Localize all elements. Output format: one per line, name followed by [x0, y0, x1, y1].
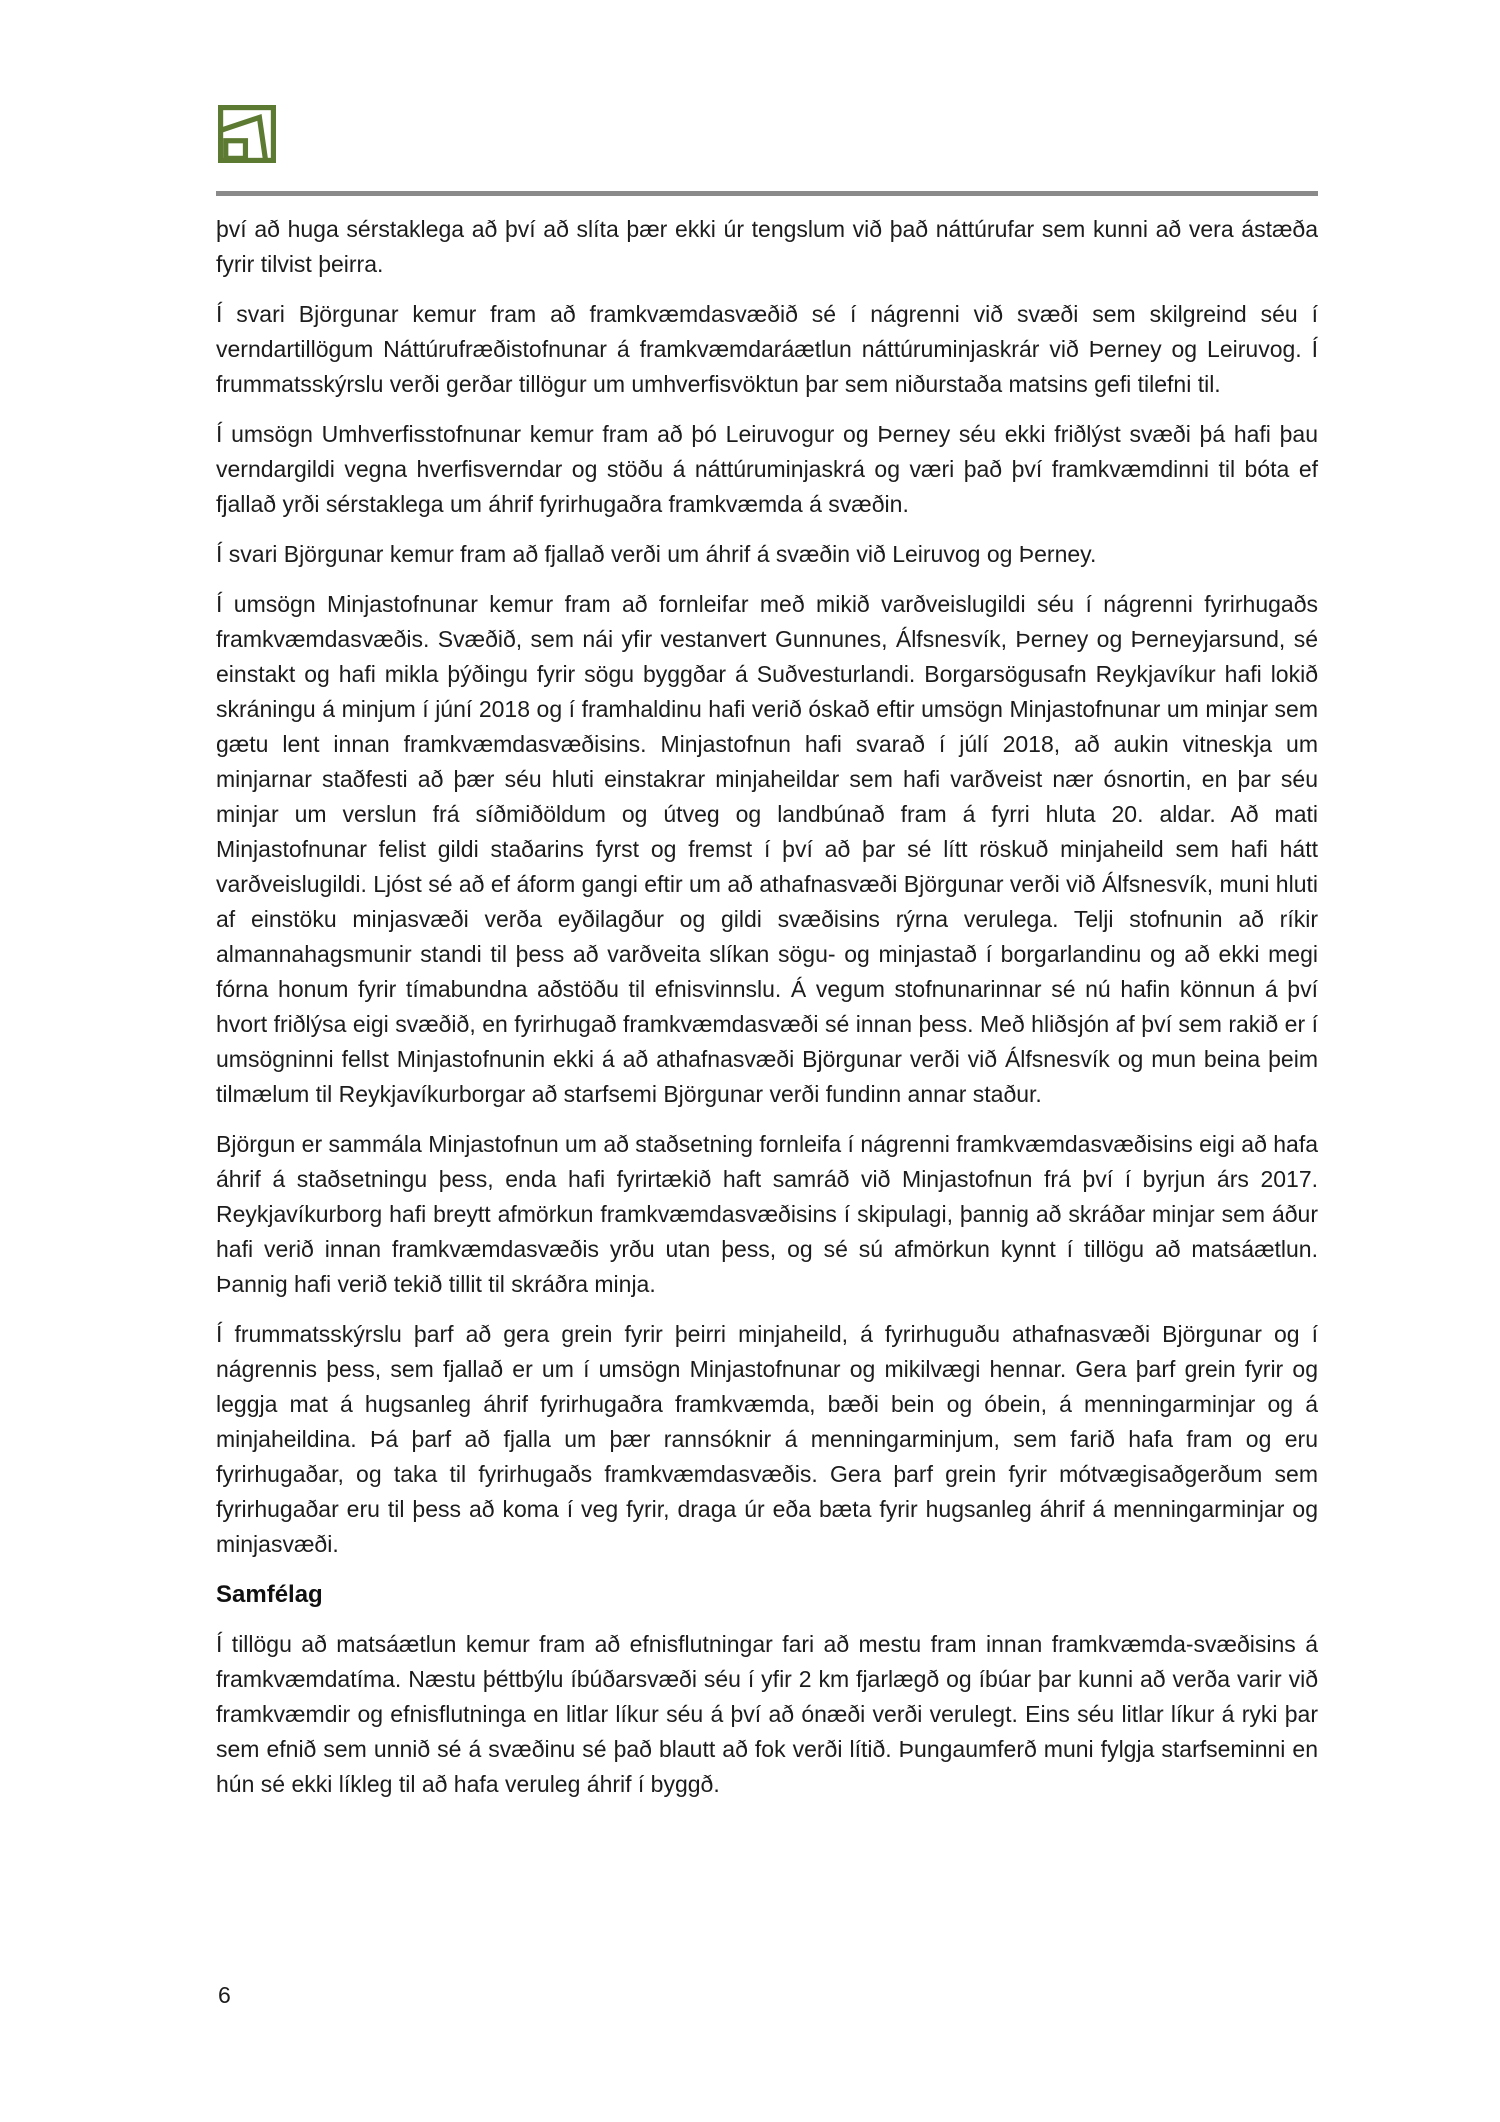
body-paragraph: Í frummatsskýrslu þarf að gera grein fyrir þeirri minjaheild, á fyrirhuguðu athafnasvæði Björgunar og í nágrennis þess, sem fjallað er um í umsögn Minjastofnunar og mikilvægi hennar. Gera þarf grein fyrir og leggja mat á hugsanleg áhrif fyrirhugaðra framkvæmda, bæði bein og óbein, á menningarminjar og á minjaheildina. Þá þarf að fjalla um þær rannsóknir á menningarminjum, sem farið hafa fram og eru fyrirhugaðar, og taka til fyrirhugaðs framkvæmdasvæðis. Gera þarf grein fyrir mótvægisaðgerðum sem fyrirhugaðar eru til þess að koma í veg fyrir, draga úr eða bæta fyrir hugsanleg áhrif á menningarminjar og minjasvæði.: [216, 1321, 1318, 1557]
body-paragraph: Í umsögn Umhverfisstofnunar kemur fram að þó Leiruvogur og Þerney séu ekki friðlýst svæði þá hafi þau verndargildi vegna hverfisverndar og stöðu á náttúruminjaskrá og væri það því framkvæmdinni til bóta ef fjallað yrði sérstaklega um áhrif fyrirhugaðra framkvæmda á svæðin.: [216, 421, 1318, 517]
page-number: 6: [218, 1982, 231, 2008]
body-paragraph: Björgun er sammála Minjastofnun um að staðsetning fornleifa í nágrenni framkvæmdasvæðisins eigi að hafa áhrif á staðsetningu þess, enda hafi fyrirtækið haft samráð við Minjastofnun frá því í byrjun árs 2017. Reykjavíkurborg hafi breytt afmörkun framkvæmdasvæðisins í skipulagi, þannig að skráðar minjar sem áður hafi verið innan framkvæmdasvæðis yrðu utan þess, og sé sú afmörkun kynnt í tillögu að matsáætlun. Þannig hafi verið tekið tillit til skráðra minja.: [216, 1131, 1319, 1297]
bjorgun-logo-icon: [218, 105, 276, 163]
body-paragraph: Í svari Björgunar kemur fram að fjallað verði um áhrif á svæðin við Leiruvog og Þerney.: [216, 541, 1097, 567]
body-paragraph: Í svari Björgunar kemur fram að framkvæmdasvæðið sé í nágrenni við svæði sem skilgreind séu í verndartillögum Náttúrufræðistofnunar á framkvæmdaráætlun náttúruminjaskrár við Þerney og Leiruvog. Í frummatsskýrslu verði gerðar tillögur um umhverfisvöktun þar sem niðurstaða matsins gefi tilefni til.: [216, 301, 1318, 397]
body-paragraph: því að huga sérstaklega að því að slíta þær ekki úr tengslum við það náttúrufar sem kunni að vera ástæða fyrir tilvist þeirra.: [216, 216, 1318, 277]
header-divider-rule: [216, 191, 1318, 196]
section-heading-samfelag: Samfélag: [216, 1581, 323, 1608]
document-body: [216, 212, 1318, 1817]
body-paragraph: Í umsögn Minjastofnunar kemur fram að fornleifar með mikið varðveislugildi séu í nágrenni fyrirhugaðs framkvæmdasvæðis. Svæðið, sem nái yfir vestanvert Gunnunes, Álfsnesvík, Þerney og Þerneyjarsund, sé einstakt og hafi mikla þýðingu fyrir sögu byggðar á Suðvesturlandi. Borgarsögusafn Reykjavíkur hafi lokið skráningu á minjum í júní 2018 og í framhaldinu hafi verið óskað eftir umsögn Minjastofnunar um minjar sem gætu lent innan framkvæmdasvæðisins. Minjastofnun hafi svarað í júlí 2018, að aukin vitneskja um minjarnar staðfesti að þær séu hluti einstakrar minjaheildar sem hafi varðveist nær ósnortin, en þar séu minjar um verslun frá síðmiðöldum og útveg og landbúnað fram á fyrri hluta 20. aldar. Að mati Minjastofnunar felist gildi staðarins fyrst og fremst í því að þar sé lítt röskuð minjaheild sem hafi hátt varðveislugildi. Ljóst sé að ef áform gangi eftir um að athafnasvæði Björgunar verði við Álfsnesvík, muni hluti af einstöku minjasvæði verða eyðilagður og gildi svæðisins rýrna verulega. Telji stofnunin að ríkir almannahagsmunir standi til þess að varðveita slíkan sögu- og minjastað í borgarlandinu og að ekki megi fórna honum fyrir tímabundna aðstöðu til efnisvinnslu. Á vegum stofnunarinnar sé nú hafin könnun á því hvort friðlýsa eigi svæðið, en fyrirhugað framkvæmdasvæði sé innan þess. Með hliðsjón af því sem rakið er í umsögninni fellst Minjastofnunin ekki á að athafnasvæði Björgunar verði við Álfsnesvík og mun beina þeim tilmælum til Reykjavíkurborgar að starfsemi Björgunar verði fundinn annar staður.: [216, 591, 1318, 1107]
body-paragraph: Í tillögu að matsáætlun kemur fram að efnisflutningar fari að mestu fram innan framkvæmda-svæðisins á framkvæmdatíma. Næstu þéttbýlu íbúðarsvæði séu í yfir 2 km fjarlægð og íbúar þar kunni að verða varir við framkvæmdir og efnisflutninga en litlar líkur séu á því að ónæði verði verulegt. Eins séu litlar líkur á ryki þar sem efnið sem unnið sé á svæðinu sé það blautt að fok verði lítið. Þungaumferð muni fylgja starfseminni en hún sé ekki líkleg til að hafa veruleg áhrif í byggð.: [216, 1631, 1318, 1797]
